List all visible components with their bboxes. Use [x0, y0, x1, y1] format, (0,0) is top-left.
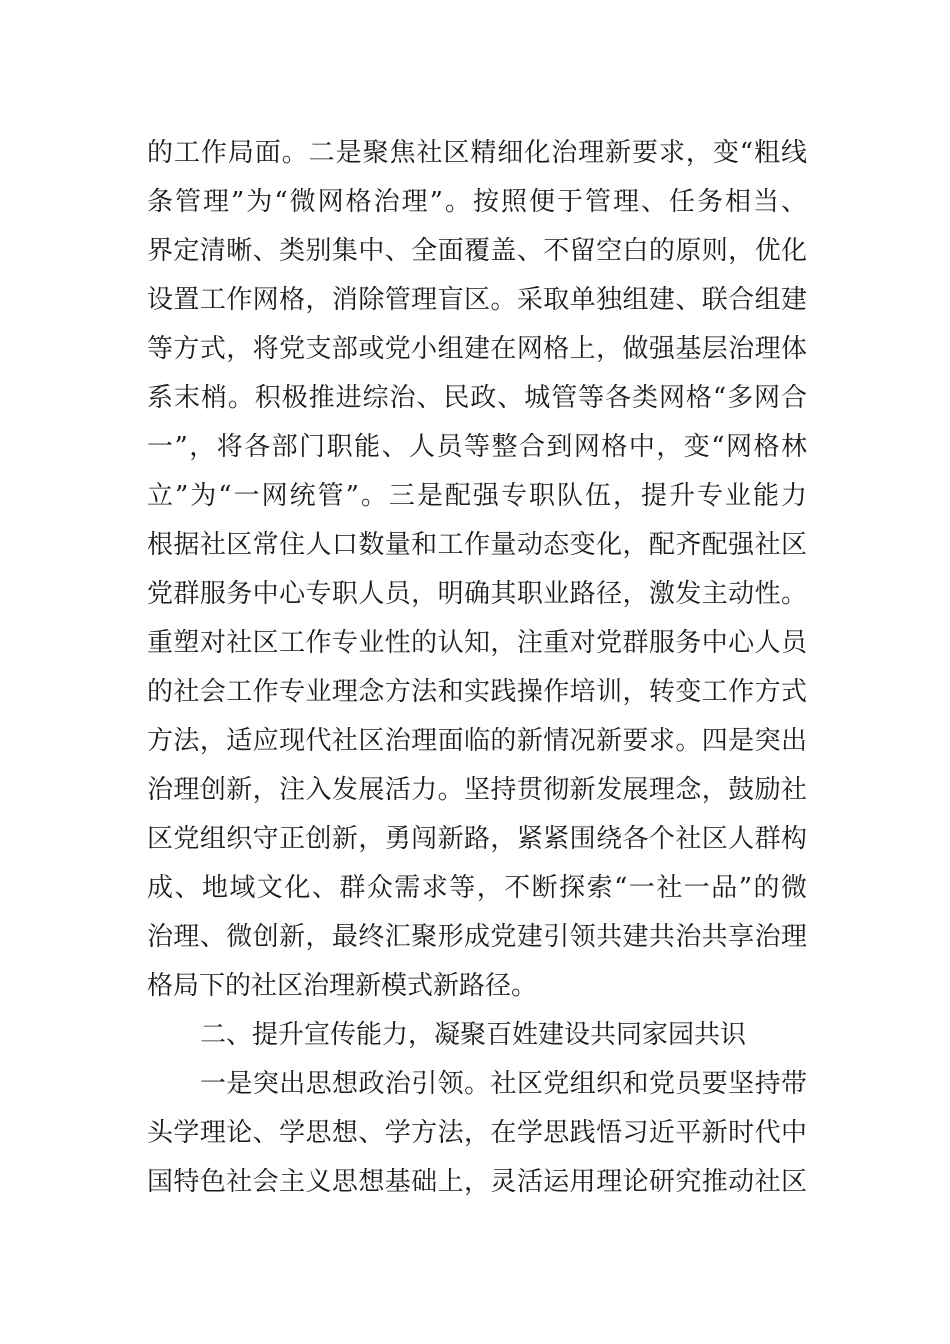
body-text-line: 界定清晰、类别集中、全面覆盖、不留空白的原则，优化 — [147, 236, 807, 266]
body-text-line: 成、地域文化、群众需求等，不断探索“一社一品”的微 — [147, 873, 807, 903]
body-text-line: 系末梢。积极推进综治、民政、城管等各类网格“多网合 — [147, 383, 807, 413]
section-heading: 二、提升宣传能力，凝聚百姓建设共同家园共识 — [200, 1020, 747, 1050]
body-text-line: 设置工作网格，消除管理盲区。采取单独组建、联合组建 — [147, 285, 807, 315]
body-text-line: 等方式，将党支部或党小组建在网格上，做强基层治理体 — [147, 334, 807, 364]
body-text-line: 方法，适应现代社区治理面临的新情况新要求。四是突出 — [147, 726, 807, 756]
body-text-line: 治理、微创新，最终汇聚形成党建引领共建共治共享治理 — [147, 922, 807, 952]
body-text-line: 的社会工作专业理念方法和实践操作培训，转变工作方式 — [147, 677, 807, 707]
body-text-line: 一是突出思想政治引领。社区党组织和党员要坚持带 — [200, 1069, 807, 1099]
body-text-line: 国特色社会主义思想基础上，灵活运用理论研究推动社区 — [147, 1167, 807, 1197]
body-text-line: 条管理”为“微网格治理”。按照便于管理、任务相当、 — [147, 187, 807, 217]
body-text-line: 治理创新，注入发展活力。坚持贯彻新发展理念，鼓励社 — [147, 775, 807, 805]
body-text-line: 根据社区常住人口数量和工作量动态变化，配齐配强社区 — [147, 530, 807, 560]
body-text-line: 一”，将各部门职能、人员等整合到网格中，变“网格林 — [147, 432, 807, 462]
body-text-line: 头学理论、学思想、学方法，在学思践悟习近平新时代中 — [147, 1118, 807, 1148]
body-text-line: 区党组织守正创新，勇闯新路，紧紧围绕各个社区人群构 — [147, 824, 807, 854]
body-text-line: 格局下的社区治理新模式新路径。 — [147, 971, 538, 1001]
body-text-line: 党群服务中心专职人员，明确其职业路径，激发主动性。 — [147, 579, 807, 609]
body-text-line: 重塑对社区工作专业性的认知，注重对党群服务中心人员 — [147, 628, 807, 658]
body-text-line: 的工作局面。二是聚焦社区精细化治理新要求，变“粗线 — [147, 138, 807, 168]
body-text-line: 立”为“一网统管”。三是配强专职队伍，提升专业能力 — [147, 481, 807, 511]
